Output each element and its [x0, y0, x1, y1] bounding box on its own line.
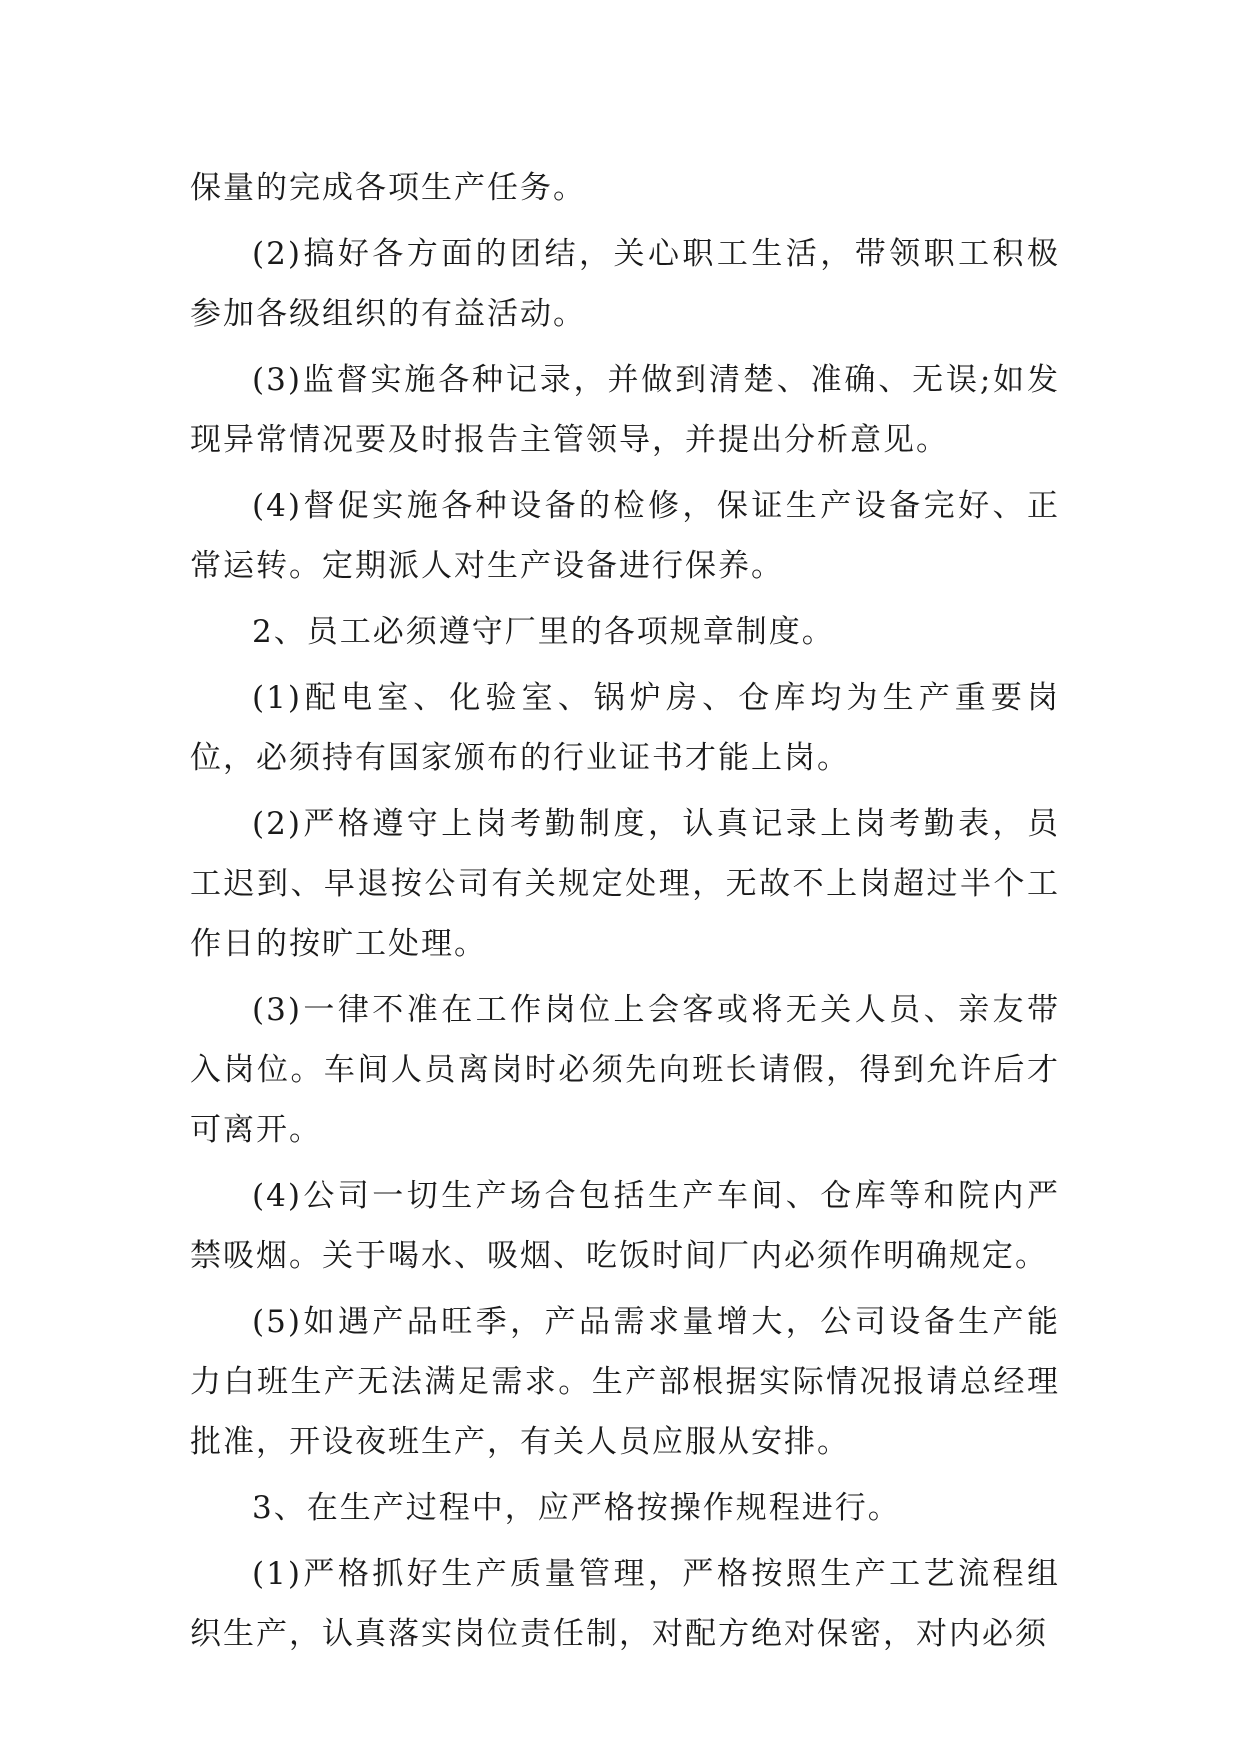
paragraph-item-2-unity: (2)搞好各方面的团结，关心职工生活，带领职工积极参加各级组织的有益活动。 — [190, 236, 1060, 332]
paragraph-rule-3-visitors: (3)一律不准在工作岗位上会客或将无关人员、亲友带入岗位。车间人员离岗时必须先向班长请假，得到允许后才可离开。 — [190, 992, 1060, 1148]
document-page — [190, 158, 1060, 1670]
paragraph-rule-2-attendance: (2)严格遵守上岗考勤制度，认真记录上岗考勤表，员工迟到、早退按公司有关规定处理，无故不上岗超过半个工作日的按旷工处理。 — [190, 806, 1060, 962]
section-heading-3-procedures: 3、在生产过程中，应严格按操作规程进行。 — [252, 1490, 901, 1526]
section-heading-2-rules: 2、员工必须遵守厂里的各项规章制度。 — [252, 614, 835, 650]
paragraph-rule-1-certification: (1)配电室、化验室、锅炉房、仓库均为生产重要岗位，必须持有国家颁布的行业证书才能上岗。 — [190, 680, 1060, 776]
paragraph-item-4-maintenance: (4)督促实施各种设备的检修，保证生产设备完好、正常运转。定期派人对生产设备进行保养。 — [190, 488, 1060, 584]
paragraph-procedure-1-quality: (1)严格抓好生产质量管理，严格按照生产工艺流程组织生产，认真落实岗位责任制，对配方绝对保密，对内必须 — [190, 1556, 1060, 1652]
paragraph-continuation: 保量的完成各项生产任务。 — [190, 170, 586, 206]
paragraph-rule-4-smoking: (4)公司一切生产场合包括生产车间、仓库等和院内严禁吸烟。关于喝水、吸烟、吃饭时间厂内必须作明确规定。 — [190, 1178, 1060, 1274]
paragraph-rule-5-night-shift: (5)如遇产品旺季，产品需求量增大，公司设备生产能力白班生产无法满足需求。生产部根据实际情况报请总经理批准，开设夜班生产，有关人员应服从安排。 — [190, 1304, 1060, 1460]
paragraph-item-3-records: (3)监督实施各种记录，并做到清楚、准确、无误;如发现异常情况要及时报告主管领导，并提出分析意见。 — [190, 362, 1060, 458]
